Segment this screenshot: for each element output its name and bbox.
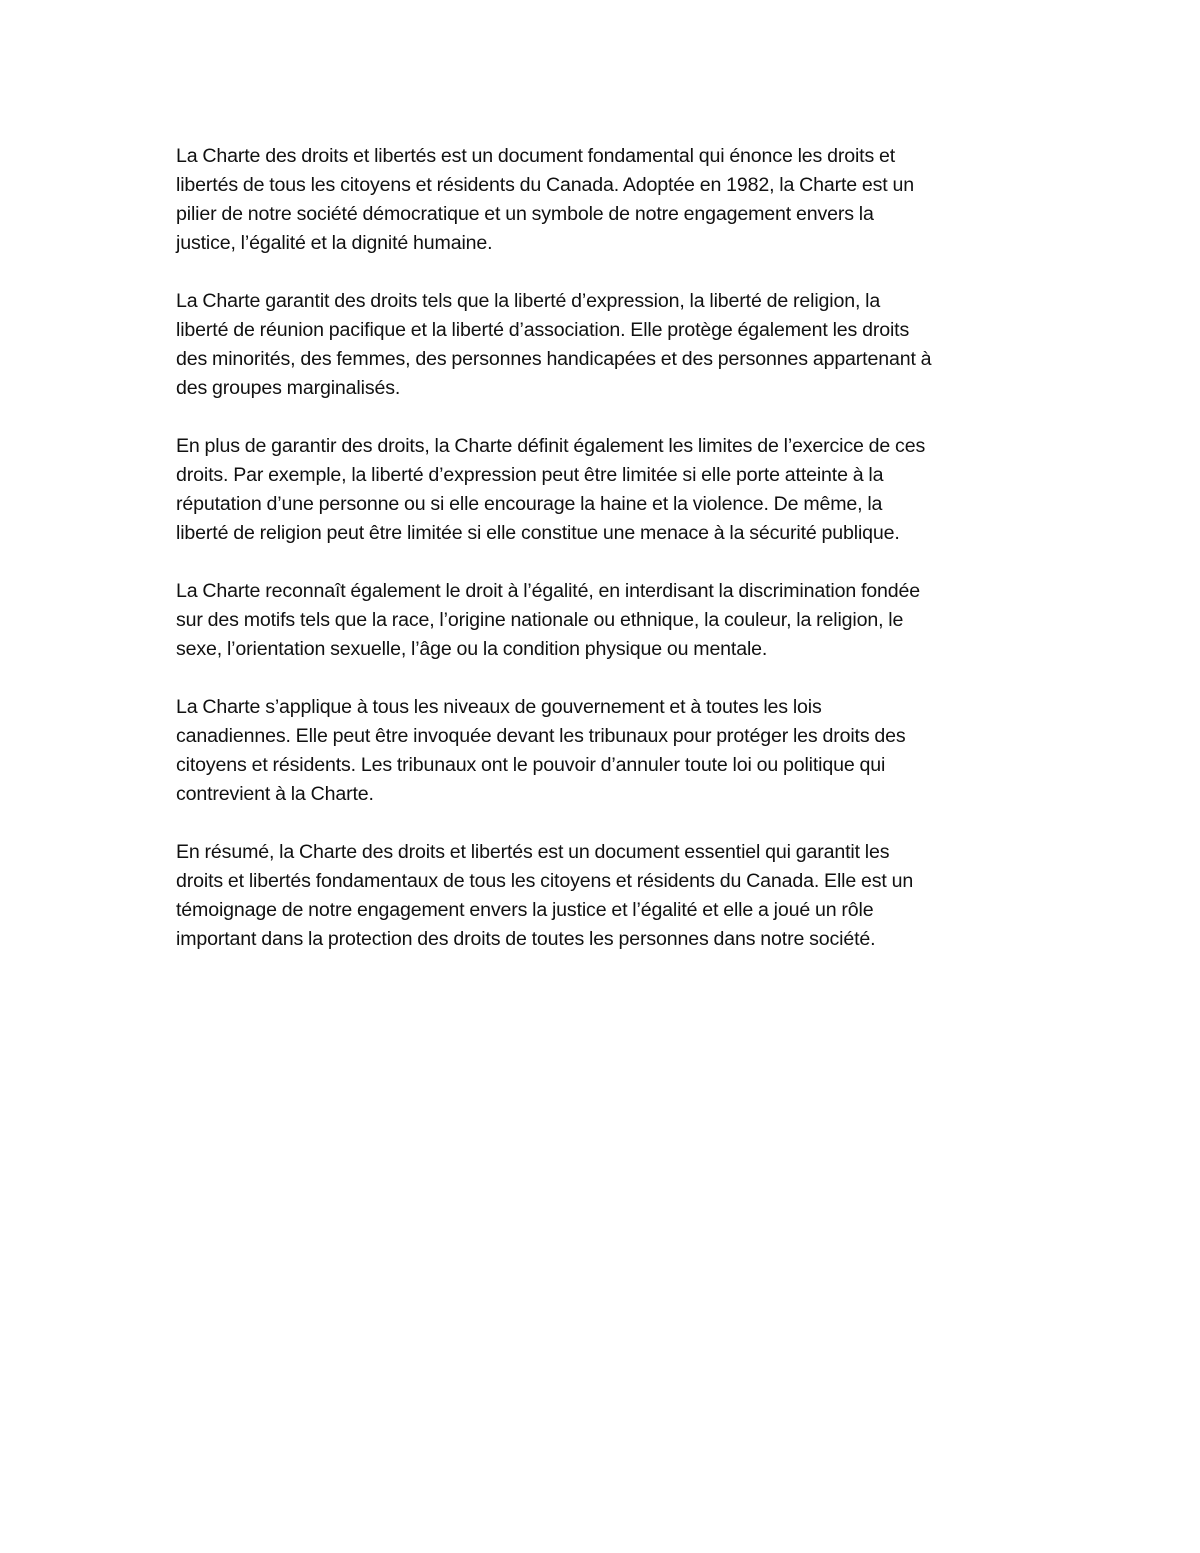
paragraph-4 (176, 577, 1036, 664)
text-line: témoignage de notre engagement envers la justice et l’égalité et elle a joué un rôle (176, 899, 874, 921)
text-line: droits et libertés fondamentaux de tous les citoyens et résidents du Canada. Elle est un (176, 870, 914, 892)
paragraph-6 (176, 838, 1036, 954)
paragraph-5 (176, 693, 1036, 809)
text-line: sexe, l’orientation sexuelle, l’âge ou la condition physique ou mentale. (176, 638, 768, 660)
text-line: citoyens et résidents. Les tribunaux ont le pouvoir d’annuler toute loi ou politique qui (176, 754, 886, 776)
text-line: liberté de réunion pacifique et la liberté d’association. Elle protège également les droits (176, 319, 910, 341)
text-line: des minorités, des femmes, des personnes handicapées et des personnes appartenant à (176, 348, 932, 370)
paragraph-2 (176, 287, 1036, 403)
document-body (176, 142, 1036, 983)
text-line: La Charte des droits et libertés est un document fondamental qui énonce les droits et (176, 145, 896, 167)
text-line: canadiennes. Elle peut être invoquée devant les tribunaux pour protéger les droits des (176, 725, 906, 747)
text-line: En plus de garantir des droits, la Charte définit également les limites de l’exercice de ces (176, 435, 926, 457)
paragraph-1 (176, 142, 1036, 258)
text-line: important dans la protection des droits de toutes les personnes dans notre société. (176, 928, 876, 950)
text-line: libertés de tous les citoyens et résidents du Canada. Adoptée en 1982, la Charte est un (176, 174, 914, 196)
text-line: réputation d’une personne ou si elle encourage la haine et la violence. De même, la (176, 493, 883, 515)
text-line: liberté de religion peut être limitée si elle constitue une menace à la sécurité publique. (176, 522, 900, 544)
text-line: pilier de notre société démocratique et un symbole de notre engagement envers la (176, 203, 874, 225)
text-line: droits. Par exemple, la liberté d’expression peut être limitée si elle porte atteinte à la (176, 464, 884, 486)
text-line: justice, l’égalité et la dignité humaine. (176, 232, 493, 254)
text-line: En résumé, la Charte des droits et libertés est un document essentiel qui garantit les (176, 841, 890, 863)
paragraph-3 (176, 432, 1036, 548)
text-line: contrevient à la Charte. (176, 783, 374, 805)
text-line: La Charte reconnaît également le droit à l’égalité, en interdisant la discrimination fondée (176, 580, 920, 602)
text-line: La Charte s’applique à tous les niveaux de gouvernement et à toutes les lois (176, 696, 822, 718)
text-line: sur des motifs tels que la race, l’origine nationale ou ethnique, la couleur, la religion, le (176, 609, 904, 631)
text-line: La Charte garantit des droits tels que la liberté d’expression, la liberté de religion, la (176, 290, 881, 312)
text-line: des groupes marginalisés. (176, 377, 401, 399)
